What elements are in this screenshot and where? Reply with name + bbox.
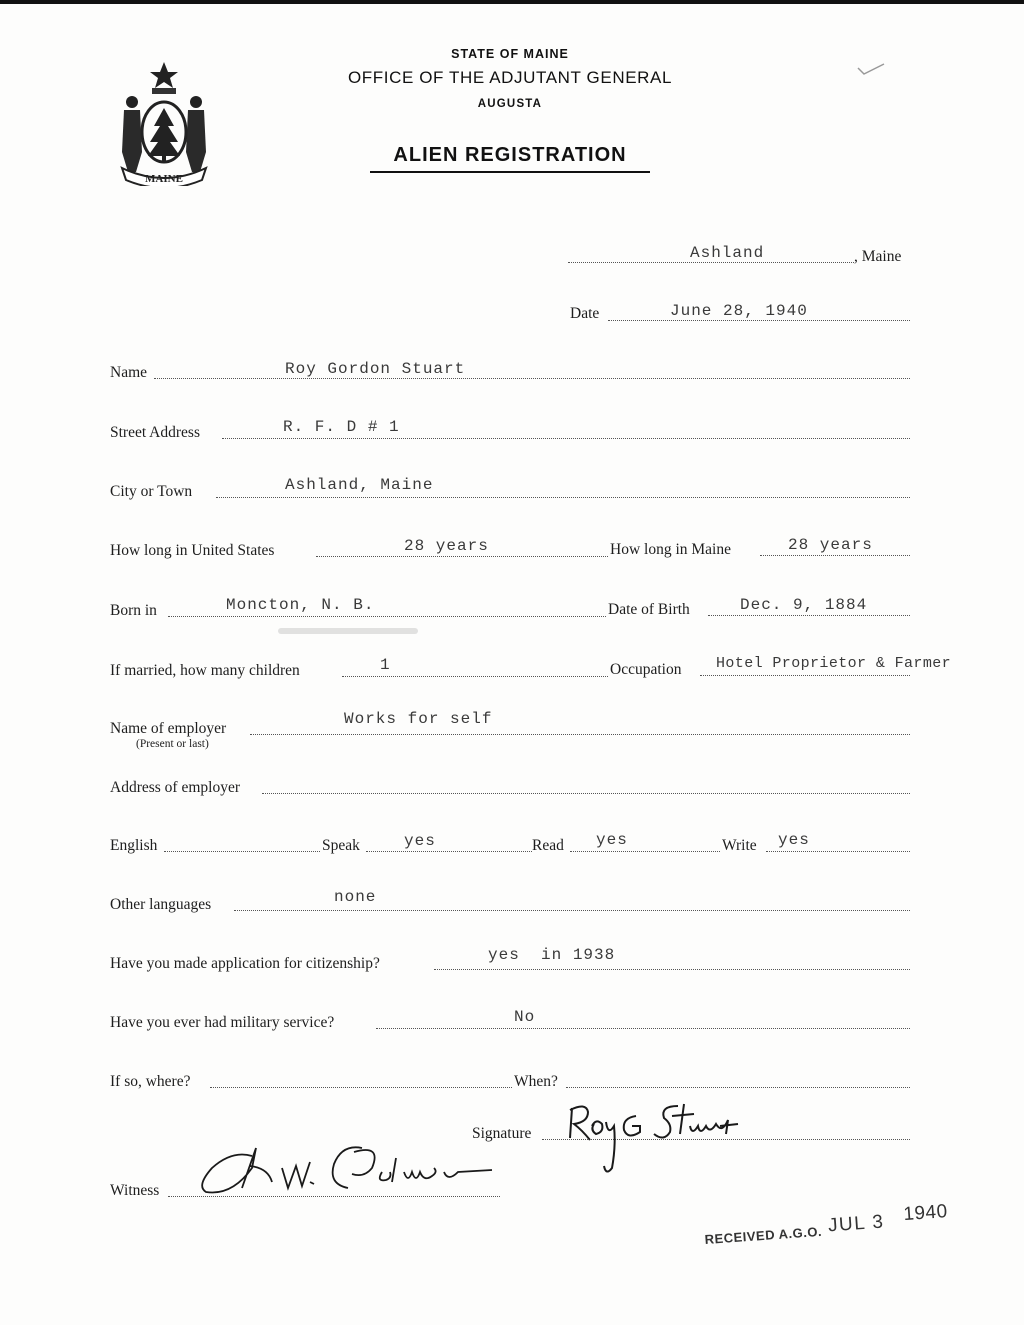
city-line (216, 497, 910, 498)
state-heading: STATE OF MAINE (451, 47, 569, 61)
other-languages-line (234, 910, 910, 911)
long-us-value: 28 years (404, 537, 489, 555)
read-line (570, 851, 720, 852)
occupation-value: Hotel Proprietor & Farmer (716, 655, 952, 672)
speak-value: yes (404, 832, 436, 850)
write-line (766, 851, 910, 852)
office-heading: OFFICE OF THE ADJUTANT GENERAL (347, 68, 673, 87)
children-line (342, 676, 608, 677)
ink-smudge (278, 628, 418, 634)
children-label: If married, how many children (110, 662, 300, 679)
date-value: June 28, 1940 (670, 302, 808, 320)
occupation-line (700, 675, 910, 676)
form-title: ALIEN REGISTRATION (393, 144, 627, 166)
place-line (568, 262, 854, 263)
date-line (608, 320, 910, 321)
military-label: Have you ever had military service? (110, 1014, 335, 1031)
employer-address-line (262, 793, 910, 794)
military-line (376, 1028, 910, 1029)
employer-value: Works for self (344, 710, 493, 728)
long-us-label: How long in United States (110, 542, 275, 559)
street-value: R. F. D # 1 (283, 418, 400, 436)
other-languages-label: Other languages (110, 896, 212, 913)
received-stamp (703, 1201, 955, 1258)
citizenship-label: Have you made application for citizenship? (110, 955, 380, 972)
city-heading: AUGUSTA (477, 98, 543, 110)
employer-address-label: Address of employer (110, 779, 240, 796)
write-value: yes (778, 831, 810, 849)
city-value: Ashland, Maine (285, 476, 434, 494)
speak-line (366, 851, 532, 852)
signature-label: Signature (472, 1125, 532, 1142)
stamp-year: 1940 (902, 1201, 949, 1226)
dob-line (708, 615, 910, 616)
citizenship-line (434, 969, 910, 970)
when-label: When? (514, 1073, 558, 1090)
speak-label: Speak (322, 837, 360, 854)
children-value: 1 (380, 656, 391, 674)
name-line (154, 378, 910, 379)
street-label: Street Address (110, 424, 200, 441)
stamp-received-text: RECEIVED A.G.O. (704, 1223, 823, 1248)
occupation-label: Occupation (610, 661, 682, 678)
long-maine-value: 28 years (788, 536, 873, 554)
english-label: English (110, 837, 158, 854)
witness-label: Witness (110, 1182, 160, 1199)
employer-line (250, 734, 910, 735)
date-label: Date (570, 305, 600, 322)
write-label: Write (722, 837, 757, 854)
read-value: yes (596, 831, 628, 849)
stamp-month-day: JUL 3 (827, 1211, 886, 1237)
street-line (222, 438, 910, 439)
witness-signature (192, 1138, 502, 1204)
born-in-value: Moncton, N. B. (226, 596, 375, 614)
english-line (164, 851, 320, 852)
dob-label: Date of Birth (608, 601, 690, 618)
read-label: Read (532, 837, 564, 854)
title-underline (370, 171, 650, 173)
applicant-signature (560, 1096, 760, 1176)
check-mark-icon (856, 60, 886, 78)
city-label: City or Town (110, 483, 193, 500)
long-us-line (316, 556, 608, 557)
maine-state-seal-icon (112, 60, 216, 186)
citizenship-value: yes in 1938 (488, 946, 616, 964)
employer-label: Name of employer (110, 720, 227, 737)
where-label: If so, where? (110, 1073, 191, 1090)
name-value: Roy Gordon Stuart (285, 360, 466, 378)
long-maine-line (760, 555, 910, 556)
when-line (566, 1087, 910, 1088)
place-suffix: , Maine (854, 248, 902, 265)
military-value: No (514, 1008, 536, 1026)
employer-sublabel: (Present or last) (136, 738, 209, 750)
long-maine-label: How long in Maine (610, 541, 731, 558)
born-in-line (168, 616, 606, 617)
top-border (0, 0, 1024, 4)
other-languages-value: none (334, 888, 377, 906)
where-line (210, 1087, 512, 1088)
born-in-label: Born in (110, 602, 157, 619)
place-value: Ashland (690, 244, 765, 262)
svg-text:MAINE: MAINE (145, 173, 183, 185)
dob-value: Dec. 9, 1884 (740, 596, 868, 614)
name-label: Name (110, 364, 148, 381)
